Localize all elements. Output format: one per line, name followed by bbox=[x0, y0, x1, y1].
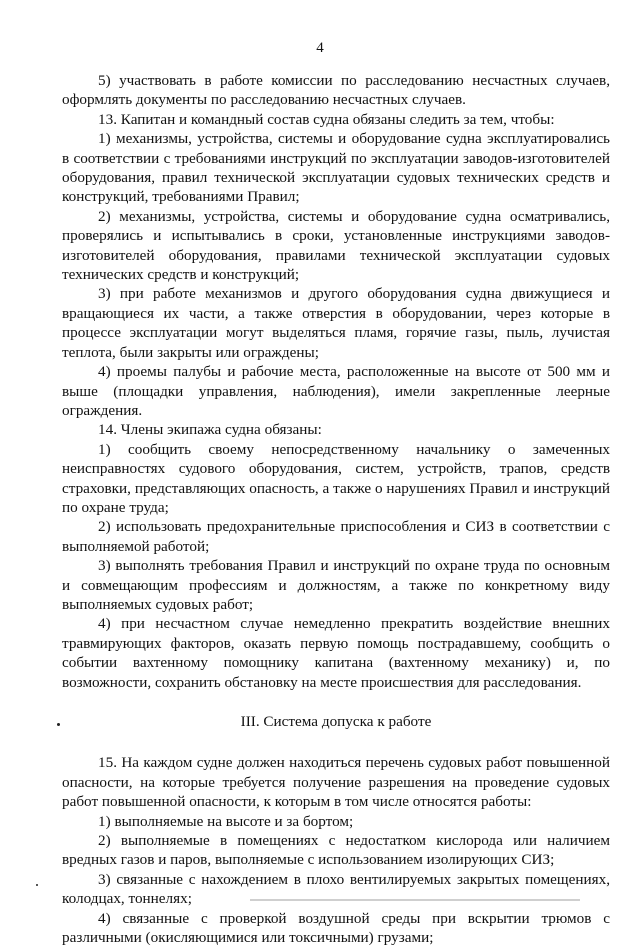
paragraph: 13. Капитан и командный состав судна обязаны следить за тем, чтобы: bbox=[98, 110, 555, 128]
paragraph: 15. На каждом судне должен находиться перечень судовых работ повышенной опасности, на которые требуется получение разрешения на проведение судовых работ повышенной опасности, к которым в том числе относятся работы: bbox=[62, 754, 610, 811]
paragraph: 2) выполняемые в помещениях с недостатком кислорода или наличием вредных газов и паров, выполняемые с использованием изолирующих СИЗ; bbox=[62, 832, 610, 869]
paragraph: 1) сообщить своему непосредственному начальнику о замеченных неисправностях судового оборудования, систем, устройств, трапов, средств страховки, представляющих опасность, а также о нарушениях Правил и инструкций по охране труда; bbox=[62, 440, 610, 516]
paragraph: 4) связанные с проверкой воздушной среды при вскрытии трюмов с различными (окисляющимися или токсичными) грузами; bbox=[62, 909, 610, 947]
paragraph: 2) механизмы, устройства, системы и оборудование судна осматривались, проверялись и испытывались в сроки, установленные инструкциями заводов-изготовителей оборудования, правилами технической эксплуатации судовых технических средств и конструкций; bbox=[62, 207, 610, 284]
scan-dot-mark bbox=[57, 723, 60, 726]
section-heading: III. Система допуска к работе bbox=[240, 713, 432, 730]
paragraph: 1) выполняемые на высоте и за бортом; bbox=[98, 812, 354, 830]
paragraph: 2) использовать предохранительные приспособления и СИЗ в соответствии с выполняемой работой; bbox=[62, 518, 610, 555]
document-body bbox=[62, 71, 610, 947]
paragraph: 14. Члены экипажа судна обязаны: bbox=[98, 421, 322, 439]
paragraph: 3) при работе механизмов и другого оборудования судна движущиеся и вращающиеся их части, а также отверстия в оборудовании, через которые в процессе эксплуатации могут выделяться пламя, горячие газы, пыль, лучистая теплота, были закрыты или ограждены; bbox=[62, 285, 610, 361]
paragraph: 5) участвовать в работе комиссии по расследованию несчастных случаев, оформлять документы по расследованию несчастных случаев. bbox=[62, 72, 610, 109]
paragraph: 3) связанные с нахождением в плохо вентилируемых закрытых помещениях, колодцах, тоннелях; bbox=[62, 870, 610, 908]
paragraph: 4) проемы палубы и рабочие места, расположенные на высоте от 500 мм и выше (площадки управления, наблюдения), имели закрепленные леерные ограждения. bbox=[62, 363, 610, 419]
paragraph: 3) выполнять требования Правил и инструкций по охране труда по основным и совмещающим профессиям и должностям, а также по конкретному виду выполняемых судовых работ; bbox=[62, 557, 610, 613]
scan-dot-mark bbox=[36, 884, 38, 886]
page-number: 4 bbox=[316, 40, 324, 56]
scan-edge-line bbox=[250, 899, 580, 901]
paragraph: 4) при несчастном случае немедленно прекратить воздействие внешних травмирующих факторов, оказать первую помощь пострадавшему, сообщить о событии вахтенному помощнику капитана (вахтенному механику) и, по возможности, сохранить обстановку на месте происшествия для расследования. bbox=[62, 615, 610, 691]
paragraph: 1) механизмы, устройства, системы и оборудование судна эксплуатировались в соответствии с требованиями инструкций по эксплуатации заводов-изготовителей оборудования, правил технической эксплуатации судовых технических средств и конструкций, требованиями Правил; bbox=[62, 130, 610, 206]
